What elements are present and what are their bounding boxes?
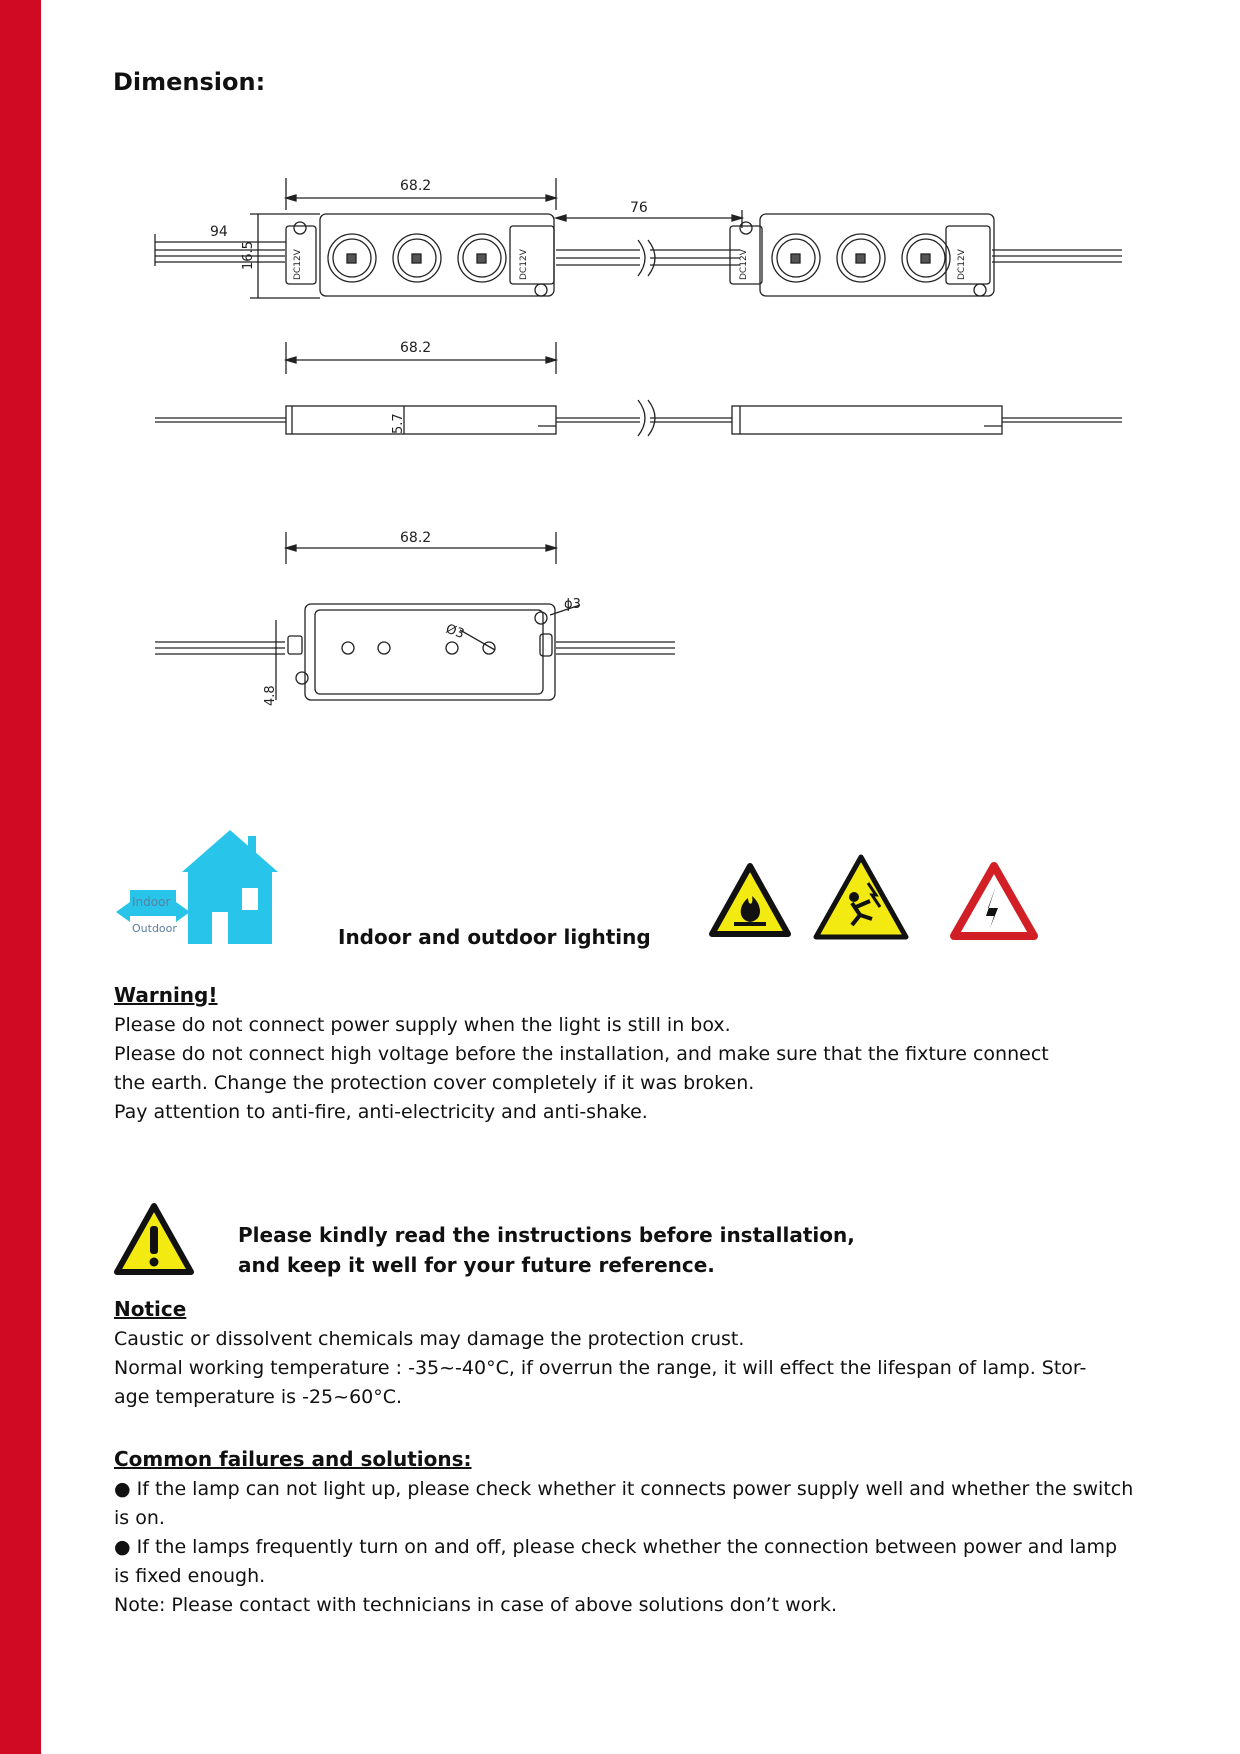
failures-line: ● If the lamp can not light up, please check whether it connects power supply well and whether the switch bbox=[114, 1478, 1134, 1500]
dim-bottom-length: 68.2 bbox=[400, 530, 432, 546]
dim-top-length: 68.2 bbox=[400, 178, 432, 194]
voltage-label-3: DC12V bbox=[739, 249, 749, 280]
high-voltage-warning-icon bbox=[948, 860, 1040, 942]
side-view bbox=[155, 340, 1122, 436]
electric-shock-warning-icon bbox=[812, 853, 910, 943]
warning-line: the earth. Change the protection cover completely if it was broken. bbox=[114, 1072, 755, 1094]
warning-text bbox=[114, 1011, 1184, 1127]
voltage-label-1: DC12V bbox=[293, 249, 303, 280]
read-instructions-line: Please kindly read the instructions before installation, bbox=[238, 1223, 855, 1247]
section-heading-dimension: Dimension: bbox=[113, 68, 266, 96]
failures-text bbox=[114, 1475, 1184, 1620]
top-view bbox=[155, 178, 1122, 298]
left-red-bar bbox=[0, 0, 41, 1754]
dim-height: 16.5 bbox=[241, 241, 256, 270]
notice-title: Notice bbox=[114, 1297, 187, 1321]
indoor-outdoor-caption: Indoor and outdoor lighting bbox=[338, 925, 651, 949]
notice-line: Caustic or dissolvent chemicals may damage the protection crust. bbox=[114, 1328, 745, 1350]
warning-line: Please do not connect high voltage before the installation, and make sure that the fixture connect bbox=[114, 1043, 1049, 1065]
notice-line: age temperature is -25~60°C. bbox=[114, 1386, 403, 1408]
indoor-label: Indoor bbox=[132, 895, 171, 909]
read-instructions-line: and keep it well for your future reference. bbox=[238, 1253, 715, 1277]
notice-line: Normal working temperature : -35~-40°C, if overrun the range, it will effect the lifespan of lamp. Stor- bbox=[114, 1357, 1087, 1379]
failures-line: Note: Please contact with technicians in case of above solutions don’t work. bbox=[114, 1594, 838, 1616]
failures-line: is on. bbox=[114, 1507, 165, 1529]
dim-gap: 76 bbox=[630, 200, 648, 216]
warning-line: Please do not connect power supply when the light is still in box. bbox=[114, 1014, 731, 1036]
dim-hole-a: ϕ3 bbox=[564, 597, 581, 612]
dim-offset: 4.8 bbox=[263, 685, 278, 706]
notice-text bbox=[114, 1325, 1184, 1412]
dim-lead: 94 bbox=[210, 224, 228, 240]
dimension-drawing bbox=[140, 170, 1150, 715]
failures-line: is fixed enough. bbox=[114, 1565, 266, 1587]
warning-title: Warning! bbox=[114, 983, 218, 1007]
bottom-view bbox=[155, 530, 675, 706]
voltage-label-2: DC12V bbox=[519, 249, 529, 280]
failures-title: Common failures and solutions: bbox=[114, 1447, 472, 1471]
indoor-outdoor-house-icon bbox=[112, 826, 282, 946]
outdoor-label: Outdoor bbox=[132, 922, 177, 935]
warning-line: Pay attention to anti-fire, anti-electricity and anti-shake. bbox=[114, 1101, 648, 1123]
voltage-label-4: DC12V bbox=[957, 249, 967, 280]
dim-hole-b: Ø3 bbox=[443, 621, 467, 643]
failures-line: ● If the lamps frequently turn on and off, please check whether the connection between power and lamp bbox=[114, 1536, 1118, 1558]
fire-warning-icon bbox=[708, 862, 792, 940]
read-instructions-note bbox=[238, 1220, 855, 1280]
dim-thickness: 5.7 bbox=[391, 413, 406, 434]
caution-exclamation-icon bbox=[113, 1202, 195, 1276]
dim-side-length: 68.2 bbox=[400, 340, 432, 356]
